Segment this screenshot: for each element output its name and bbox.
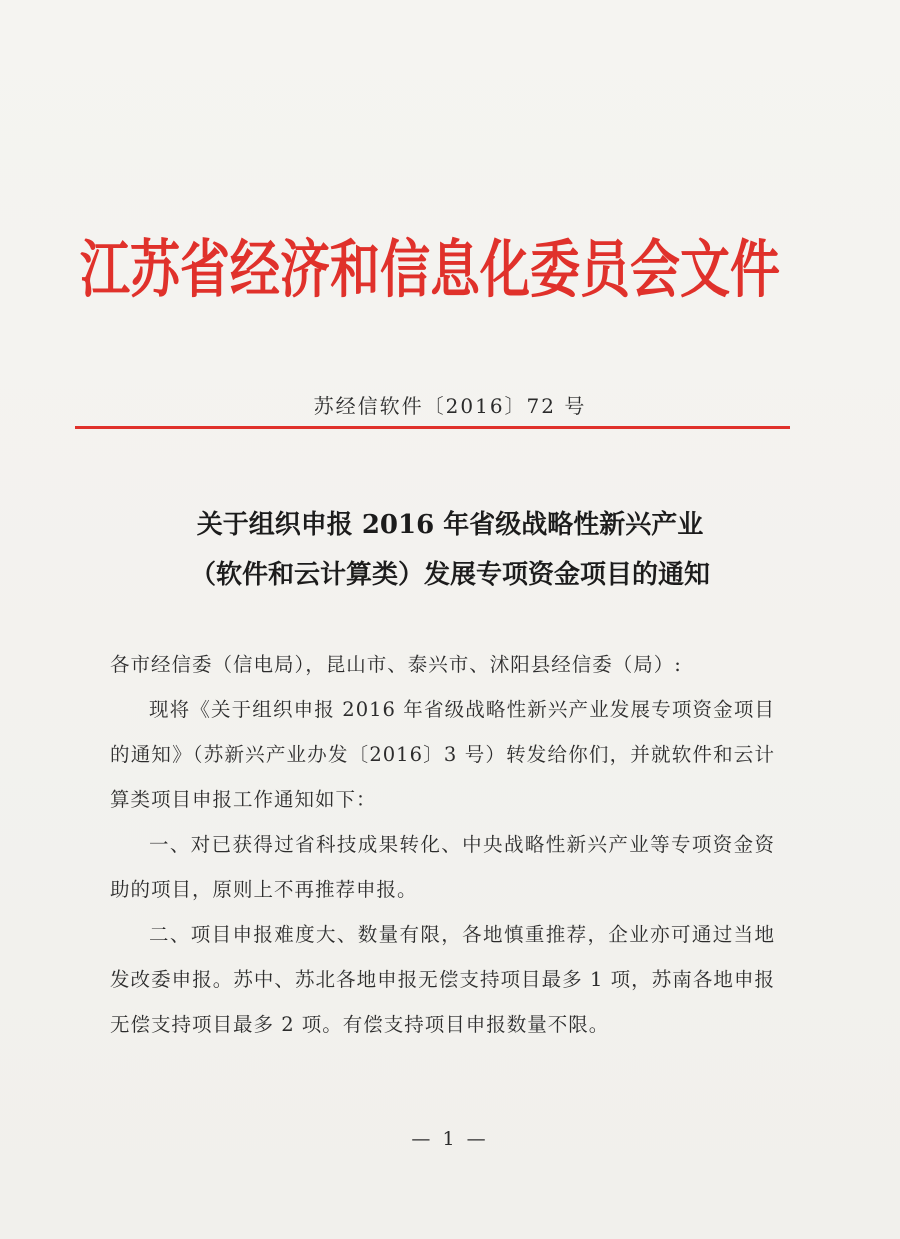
body-paragraph-1: 现将《关于组织申报 2016 年省级战略性新兴产业发展专项资金项目的通知》（苏新兴产业办发〔2016〕3 号）转发给你们，并就软件和云计算类项目申报工作通知如下： (110, 698, 775, 811)
notice-title-line-2: （软件和云计算类）发展专项资金项目的通知 (189, 560, 710, 590)
body-paragraph-3: 二、项目申报难度大、数量有限，各地慎重推荐，企业亦可通过当地发改委申报。苏中、苏北各地申报无偿支持项目最多 1 项，苏南各地申报无偿支持项目最多 2 项。有偿支持项目申报数量不限。 (110, 923, 775, 1036)
body-paragraph-2: 一、对已获得过省科技成果转化、中央战略性新兴产业等专项资金资助的项目，原则上不再推荐申报。 (110, 833, 775, 901)
issuing-authority-title: 江苏省经济和信息化委员会文件 (80, 233, 780, 306)
notice-body (110, 642, 775, 1047)
page-number: — 1 — (411, 1128, 489, 1150)
notice-title (0, 500, 900, 600)
salutation: 各市经信委（信电局），昆山市、泰兴市、沭阳县经信委（局）: (110, 653, 682, 676)
red-divider-line (75, 426, 790, 429)
document-number: 苏经信软件〔2016〕72 号 (313, 394, 587, 418)
notice-title-line-1: 关于组织申报 2016 年省级战略性新兴产业 (196, 510, 704, 540)
